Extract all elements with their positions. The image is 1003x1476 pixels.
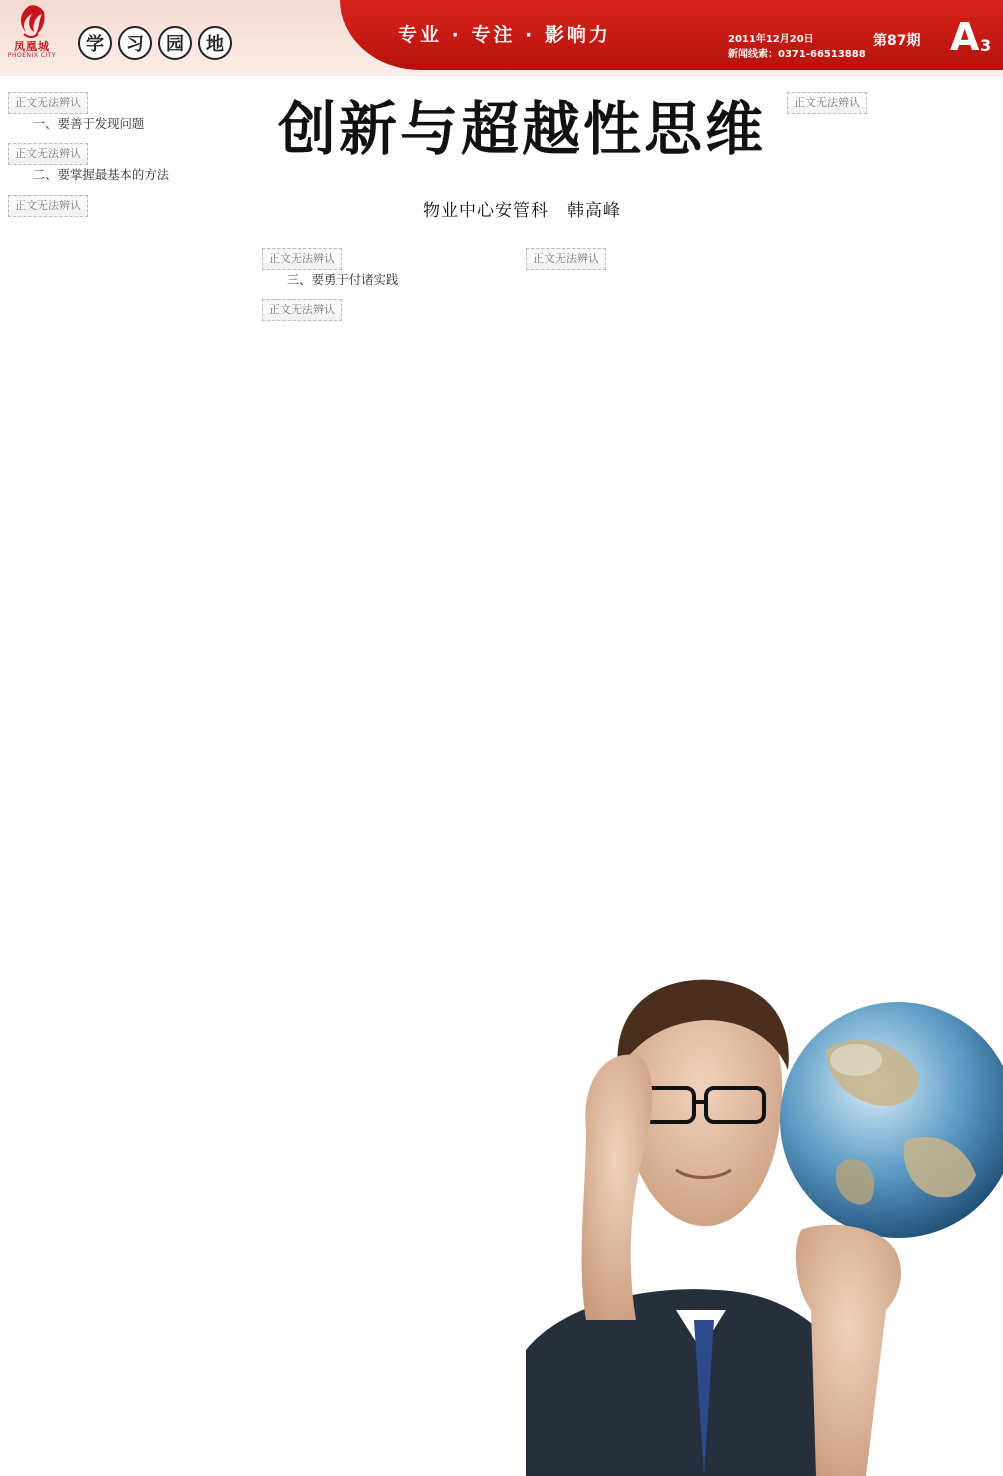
subheading: 一、要善于发现问题 xyxy=(32,116,145,131)
page-number: 3 xyxy=(980,36,992,55)
illegible-text: 正文无法辨认 xyxy=(8,143,88,165)
masthead xyxy=(0,0,1003,76)
issue-number: 第87期 xyxy=(873,33,921,49)
page-letter: A xyxy=(950,15,980,59)
text-column-1 xyxy=(8,92,240,1476)
section-char: 习 xyxy=(118,26,152,60)
slogan: 专业 · 专注 · 影响力 xyxy=(398,24,611,46)
man-with-globe-photo xyxy=(526,880,1003,1476)
section-char: 学 xyxy=(78,26,112,60)
illegible-text: 正文无法辨认 xyxy=(526,248,606,270)
issue-date: 2011年12月20日 xyxy=(728,34,814,45)
logo-name: 凤凰城 xyxy=(14,40,50,53)
news-hotline: 新闻线索：0371-66513888 xyxy=(728,49,866,60)
illegible-text: 正文无法辨认 xyxy=(8,195,88,217)
section-char: 园 xyxy=(158,26,192,60)
text-column-3 xyxy=(526,248,752,868)
section-title xyxy=(78,26,232,62)
logo-subname: PHOENIX CITY xyxy=(7,52,57,59)
globe xyxy=(780,1002,1003,1238)
illegible-text: 正文无法辨认 xyxy=(262,248,342,270)
subheading: 二、要掌握最基本的方法 xyxy=(32,167,170,183)
illegible-text: 正文无法辨认 xyxy=(787,92,867,114)
article-byline: 物业中心安管科 韩高峰 xyxy=(423,201,621,221)
illegible-text: 正文无法辨认 xyxy=(8,92,88,114)
illegible-text: 正文无法辨认 xyxy=(262,299,342,321)
text-column-2 xyxy=(262,248,492,1476)
subheading: 三、要勇于付诸实践 xyxy=(286,272,399,287)
article-title: 创新与超越性思维 xyxy=(277,95,766,163)
section-char: 地 xyxy=(198,26,232,60)
